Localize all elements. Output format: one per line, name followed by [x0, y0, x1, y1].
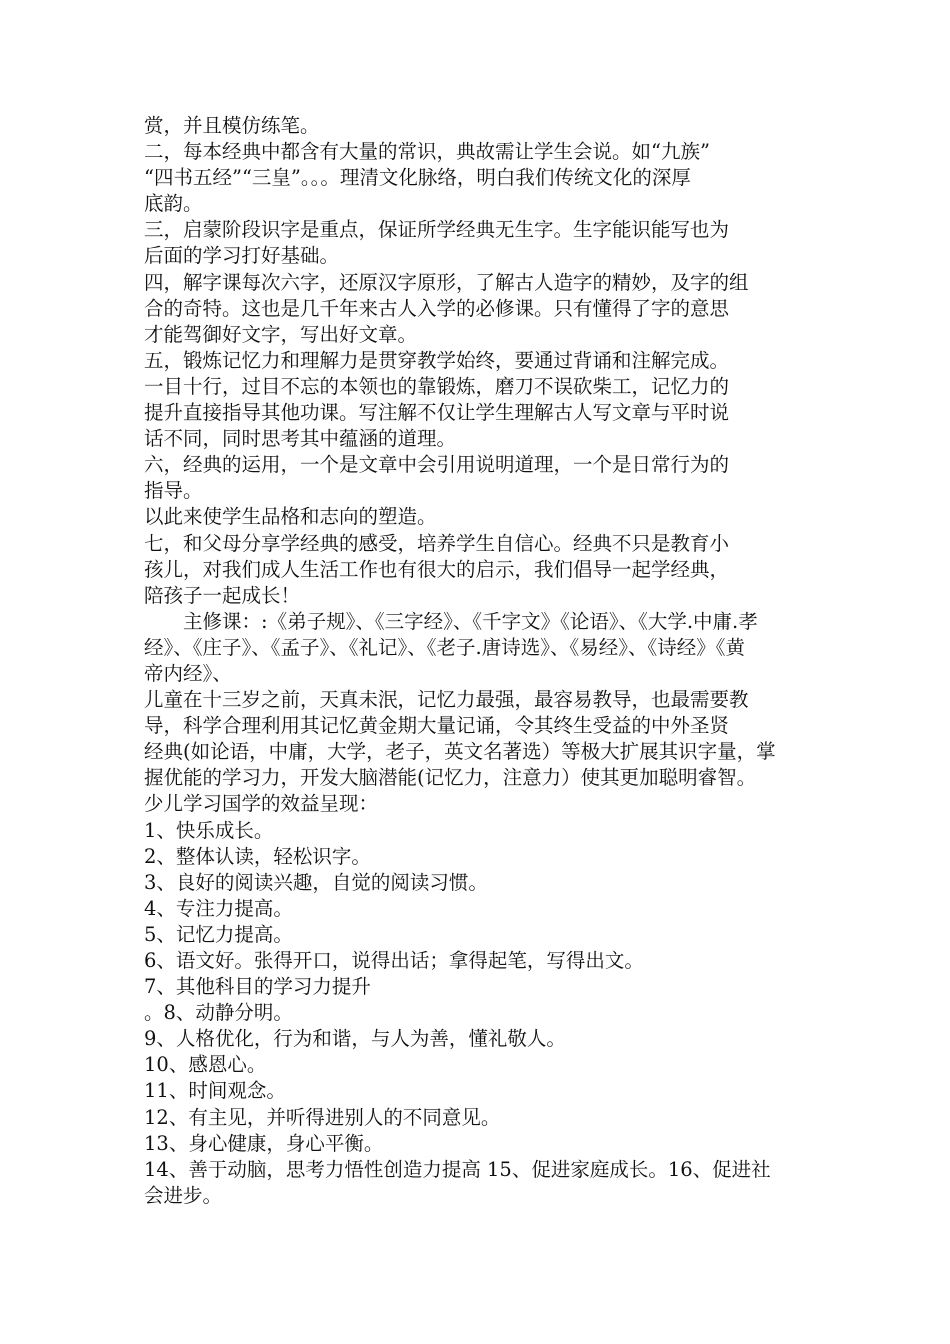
- list-item: 3、良好的阅读兴趣，自觉的阅读习惯。: [144, 870, 488, 894]
- text-line: 话不同，同时思考其中蕴涵的道理。: [144, 427, 457, 451]
- list-item: 7、其他科目的学习力提升: [144, 975, 371, 999]
- list-item: 会进步。: [144, 1183, 223, 1207]
- text-line: 二，每本经典中都含有大量的常识，典故需让学生会说。如“九族”: [144, 140, 710, 164]
- text-line: 经典(如论语，中庸，大学，老子，英文名著选）等极大扩展其识字量，掌: [144, 740, 776, 764]
- text-line: 赏，并且模仿练笔。: [144, 114, 320, 137]
- text-line: 底韵。: [144, 192, 203, 216]
- text-line: 提升直接指导其他功课。写注解不仅让学生理解古人写文章与平时说: [144, 401, 730, 425]
- text-line: 指导。: [144, 479, 203, 503]
- list-item: 1、快乐成长。: [144, 818, 274, 842]
- text-line: 陪孩子一起成长！: [144, 583, 301, 607]
- text-line: 主修课：:《弟子规》、《三字经》、《千字文》《论语》、《大学.中庸.孝: [144, 609, 758, 633]
- text-line: 后面的学习打好基础。: [144, 244, 340, 268]
- list-item: 14、善于动脑，思考力悟性创造力提高 15、促进家庭成长。16、促进社: [144, 1157, 771, 1181]
- list-item: 2、整体认读，轻松识字。: [144, 844, 371, 868]
- text-line: 一目十行，过目不忘的本领也的靠锻炼，磨刀不误砍柴工，记忆力的: [144, 374, 730, 398]
- text-line: 少儿学习国学的效益呈现：: [144, 792, 379, 816]
- text-line: 以此来使学生品格和志向的塑造。: [144, 505, 437, 529]
- text-line: 四，解字课每次六字，还原汉字原形，了解古人造字的精妙，及字的组: [144, 270, 749, 294]
- text-line: 合的奇特。这也是几千年来古人入学的必修课。只有懂得了字的意思: [144, 296, 730, 320]
- text-line: 导，科学合理利用其记忆黄金期大量记诵，令其终生受益的中外圣贤: [144, 714, 730, 738]
- text-line: 三，启蒙阶段识字是重点，保证所学经典无生字。生字能识能写也为: [144, 218, 730, 242]
- text-line: 六，经典的运用，一个是文章中会引用说明道理，一个是日常行为的: [144, 453, 730, 477]
- list-item: 5、记忆力提高。: [144, 922, 293, 946]
- text-line: “四书五经”“三皇”。。。理清文化脉络，明白我们传统文化的深厚: [144, 166, 691, 190]
- list-item: 12、有主见，并听得进别人的不同意见。: [144, 1105, 501, 1129]
- list-item: 10、感恩心。: [144, 1053, 267, 1077]
- list-item: 9、人格优化，行为和谐，与人为善，懂礼敬人。: [144, 1027, 566, 1051]
- text-line: 握优能的学习力，开发大脑潜能(记忆力，注意力）使其更加聪明睿智。: [144, 766, 757, 790]
- list-item: 4、专注力提高。: [144, 896, 293, 920]
- text-line: 帝内经》、: [144, 661, 232, 685]
- list-item: 13、身心健康，身心平衡。: [144, 1131, 384, 1155]
- list-item: 11、时间观念。: [144, 1079, 286, 1103]
- list-item: 。8、动静分明。: [144, 1001, 293, 1025]
- text-line: 五，锻炼记忆力和理解力是贯穿教学始终，要通过背诵和注解完成。: [144, 348, 730, 372]
- list-item: 6、语文好。张得开口，说得出话；拿得起笔，写得出文。: [144, 949, 644, 972]
- text-line: 儿童在十三岁之前，天真未泯，记忆力最强，最容易教导，也最需要教: [144, 688, 749, 712]
- text-line: 才能驾御好文字，写出好文章。: [144, 322, 418, 346]
- text-line: 经》、《庄子》、《孟子》、《礼记》、《老子.唐诗选》、《易经》、《诗经》《黄: [144, 635, 745, 659]
- document-body: [144, 113, 809, 1209]
- text-line: 孩儿，对我们成人生活工作也有很大的启示，我们倡导一起学经典，: [144, 557, 730, 581]
- text-line: 七，和父母分享学经典的感受，培养学生自信心。经典不只是教育小: [144, 531, 730, 555]
